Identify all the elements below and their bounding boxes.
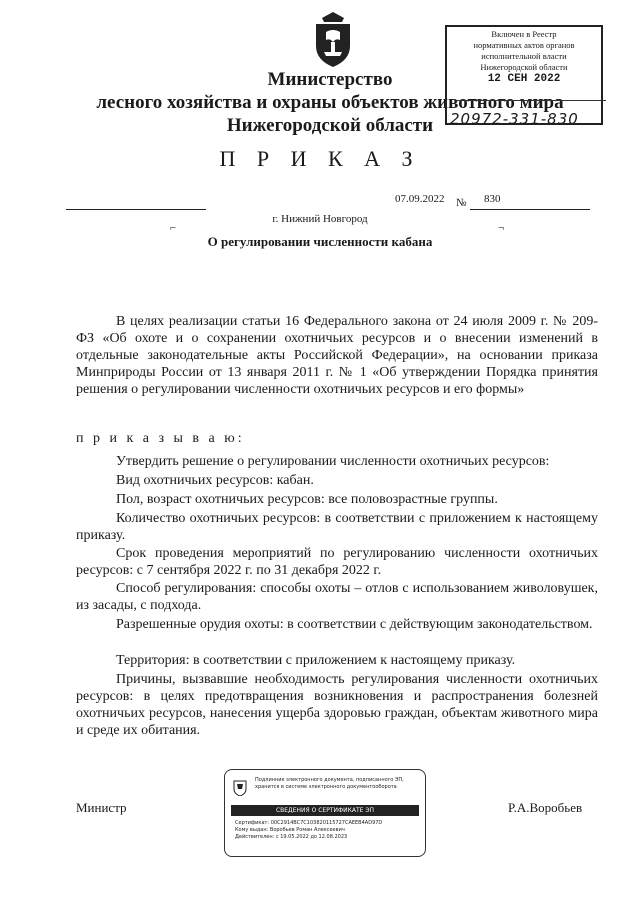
coat-of-arms-icon [233, 778, 247, 796]
esig-title-bar: СВЕДЕНИЯ О СЕРТИФИКАТЕ ЭП [231, 805, 419, 816]
org-name-line3: Нижегородской области [226, 115, 434, 136]
corner-mark-right: ¬ [498, 222, 505, 234]
document-date: 07.09.2022 [395, 193, 445, 205]
order-item: Утвердить решение о регулировании численности охотничьих ресурсов: [116, 454, 550, 469]
number-underline [470, 209, 590, 210]
order-item: Вид охотничьих ресурсов: кабан. [116, 473, 314, 488]
org-name-line1: Министерство [267, 69, 393, 90]
order-item: Способ регулирования: способы охоты – отлов с использованием живоловушек, из засады, с подхода. [76, 581, 598, 613]
document-number: 830 [484, 193, 501, 205]
stamp-line3: исполнительной власти [481, 51, 567, 61]
order-item: Территория: в соответствии с приложением к настоящему приказу. [116, 653, 516, 668]
esig-issued-to: Кому выдан: Воробьев Роман Алексеевич [235, 827, 345, 833]
signer-name: Р.А.Воробьев [508, 800, 583, 815]
stamp-date: 12 СЕН 2022 [487, 73, 561, 85]
order-item: Разрешенные орудия охоты: в соответствии с действующим законодательством. [116, 617, 593, 632]
signer-position: Министр [76, 800, 127, 815]
stamp-line4: Нижегородской области [480, 62, 568, 72]
order-item: Пол, возраст охотничьих ресурсов: все половозрастные группы. [116, 492, 498, 507]
order-item: Срок проведения мероприятий по регулированию численности охотничьих ресурсов: с 7 сентября 2022 г. по 31 декабря 2022 г. [76, 546, 598, 578]
esig-certificate: Сертификат: 00C2914BC7C103820115727CAEEB4AD97D [235, 820, 383, 826]
stamp-line2: нормативных актов органов [473, 40, 575, 50]
document-city: г. Нижний Новгород [272, 213, 368, 225]
order-item: Причины, вызвавшие необходимость регулирования численности охотничьих ресурсов: в целях предотвращения возникновения и распространения болезней охотничьих ресурсов, нанесения ущерба здоровью граждан, объектам животного мира и среде их обитания. [76, 672, 598, 738]
electronic-signature-stamp [224, 769, 426, 857]
stamp-divider [456, 100, 606, 101]
esig-header-line1: Подлинник электронного документа, подписанного ЭП, [255, 777, 404, 783]
preamble-paragraph: В целях реализации статьи 16 Федерального закона от 24 июля 2009 г. № 209-ФЗ «Об охоте и о сохранении охотничьих ресурсов и о внесении изменений в отдельные законодательные акты Российской Федерации», на основании приказа Минприроды России от 13 января 2011 г. № 1 «Об утверждении Порядка принятия решения о регулировании численности охотничьих ресурсов и его формы» [76, 314, 598, 397]
order-item: Количество охотничьих ресурсов: в соответствии с приложением к настоящему приказу. [76, 511, 598, 543]
corner-mark-left: ⌐ [170, 222, 177, 234]
stamp-line1: Включен в Реестр [491, 29, 557, 39]
order-word: п р и к а з ы в а ю: [76, 431, 245, 446]
coat-of-arms-icon [312, 12, 354, 68]
date-underline [66, 209, 206, 210]
esig-header-line2: хранится в системе электронного документооборота [255, 784, 397, 790]
number-label: № [456, 197, 467, 209]
org-name-line2: лесного хозяйства и охраны объектов животного мира [96, 92, 564, 113]
esig-valid: Действителен: с 19.05.2022 до 12.08.2023 [235, 834, 348, 840]
registry-number: 20972-331-830 [450, 110, 579, 128]
document-subject: О регулировании численности кабана [207, 234, 433, 249]
document-title: П Р И К А З [219, 146, 421, 171]
